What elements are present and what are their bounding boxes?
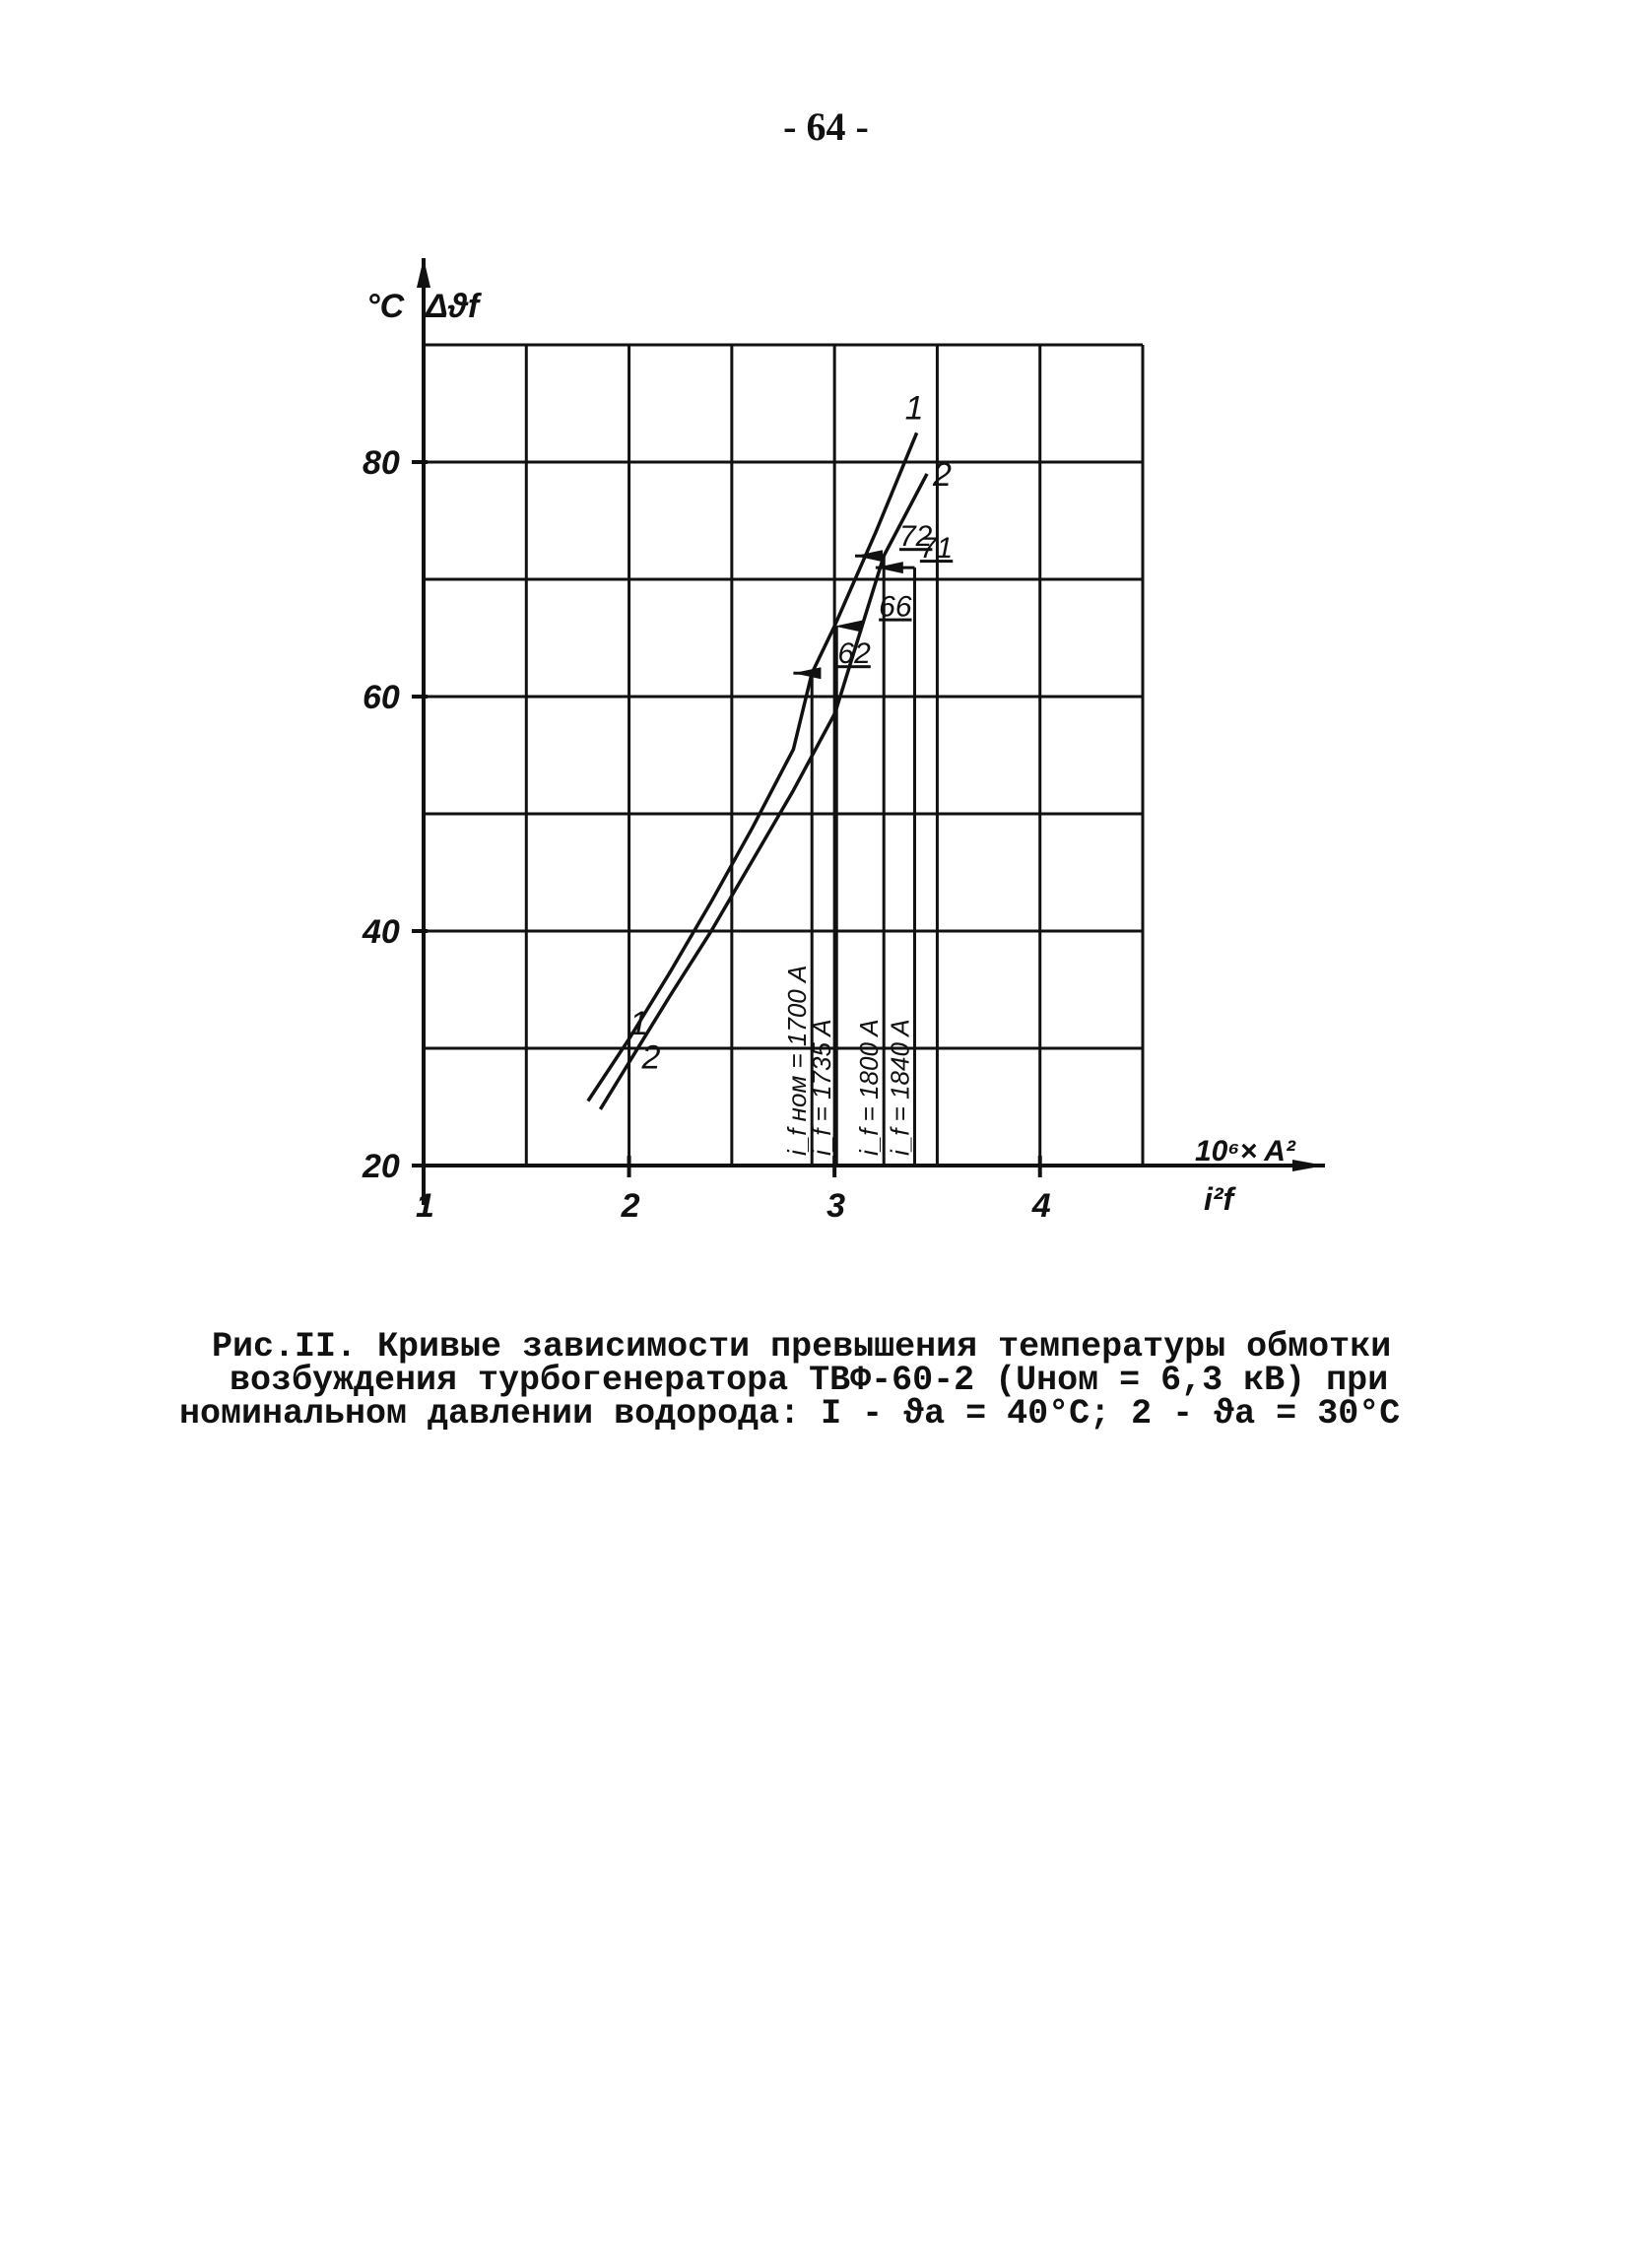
curve-label-start-2: 2 [641, 1038, 661, 1077]
y-tick-label: 40 [363, 913, 400, 951]
x-axis-label: i²f [1204, 1181, 1234, 1217]
y-axis-label: Δϑf [426, 288, 480, 325]
level-value-label: 66 [879, 590, 912, 624]
y-tick-label: 80 [363, 444, 400, 482]
current-value-label: i_f = 1735 A [807, 1019, 837, 1156]
caption-line-1: Рис.II. Кривые зависимости превышения температуры обмотки [212, 1327, 1392, 1367]
x-tick-label: 4 [1031, 1187, 1051, 1225]
page-number: - 64 - [783, 104, 869, 149]
y-tick-label: 60 [363, 679, 400, 716]
figure-caption [179, 1327, 1492, 1434]
curve-label-start-1: 1 [629, 1005, 648, 1043]
caption-line-2: возбуждения турбогенератора ТВФ-60-2 (Uном = 6,3 кВ) при [230, 1361, 1389, 1400]
y-tick-label: 20 [363, 1148, 400, 1185]
chart-annotations [782, 520, 953, 1166]
current-value-label: i_f = 1800 A [854, 1019, 885, 1156]
current-value-label: i_f ном = 1700 A [782, 965, 813, 1156]
level-arrow [834, 621, 862, 633]
curve-label-end-1: 1 [904, 389, 924, 428]
y-axis-unit: °C [366, 288, 405, 325]
curve-label-end-2: 2 [933, 455, 952, 494]
x-axis-arrow [1292, 1160, 1325, 1171]
curve-series-1 [588, 433, 917, 1101]
current-value-label: i_f = 1840 A [885, 1019, 915, 1156]
x-axis-unit: 10⁶× A² [1195, 1135, 1295, 1167]
chart-series [588, 389, 952, 1109]
x-tick-label: 3 [826, 1187, 846, 1225]
level-value-label: 62 [837, 637, 871, 671]
x-tick-label: 1 [416, 1187, 434, 1225]
caption-line-3: номинальном давлении водорода: I - ϑа = 40°С; 2 - ϑа = 30°С [179, 1394, 1401, 1434]
x-tick-label: 2 [621, 1187, 640, 1225]
level-value-label: 71 [919, 532, 954, 566]
level-arrow [793, 667, 821, 679]
level-value-label: 72 [899, 520, 933, 554]
y-axis-arrow [417, 258, 430, 288]
curve-series-2 [600, 474, 927, 1109]
